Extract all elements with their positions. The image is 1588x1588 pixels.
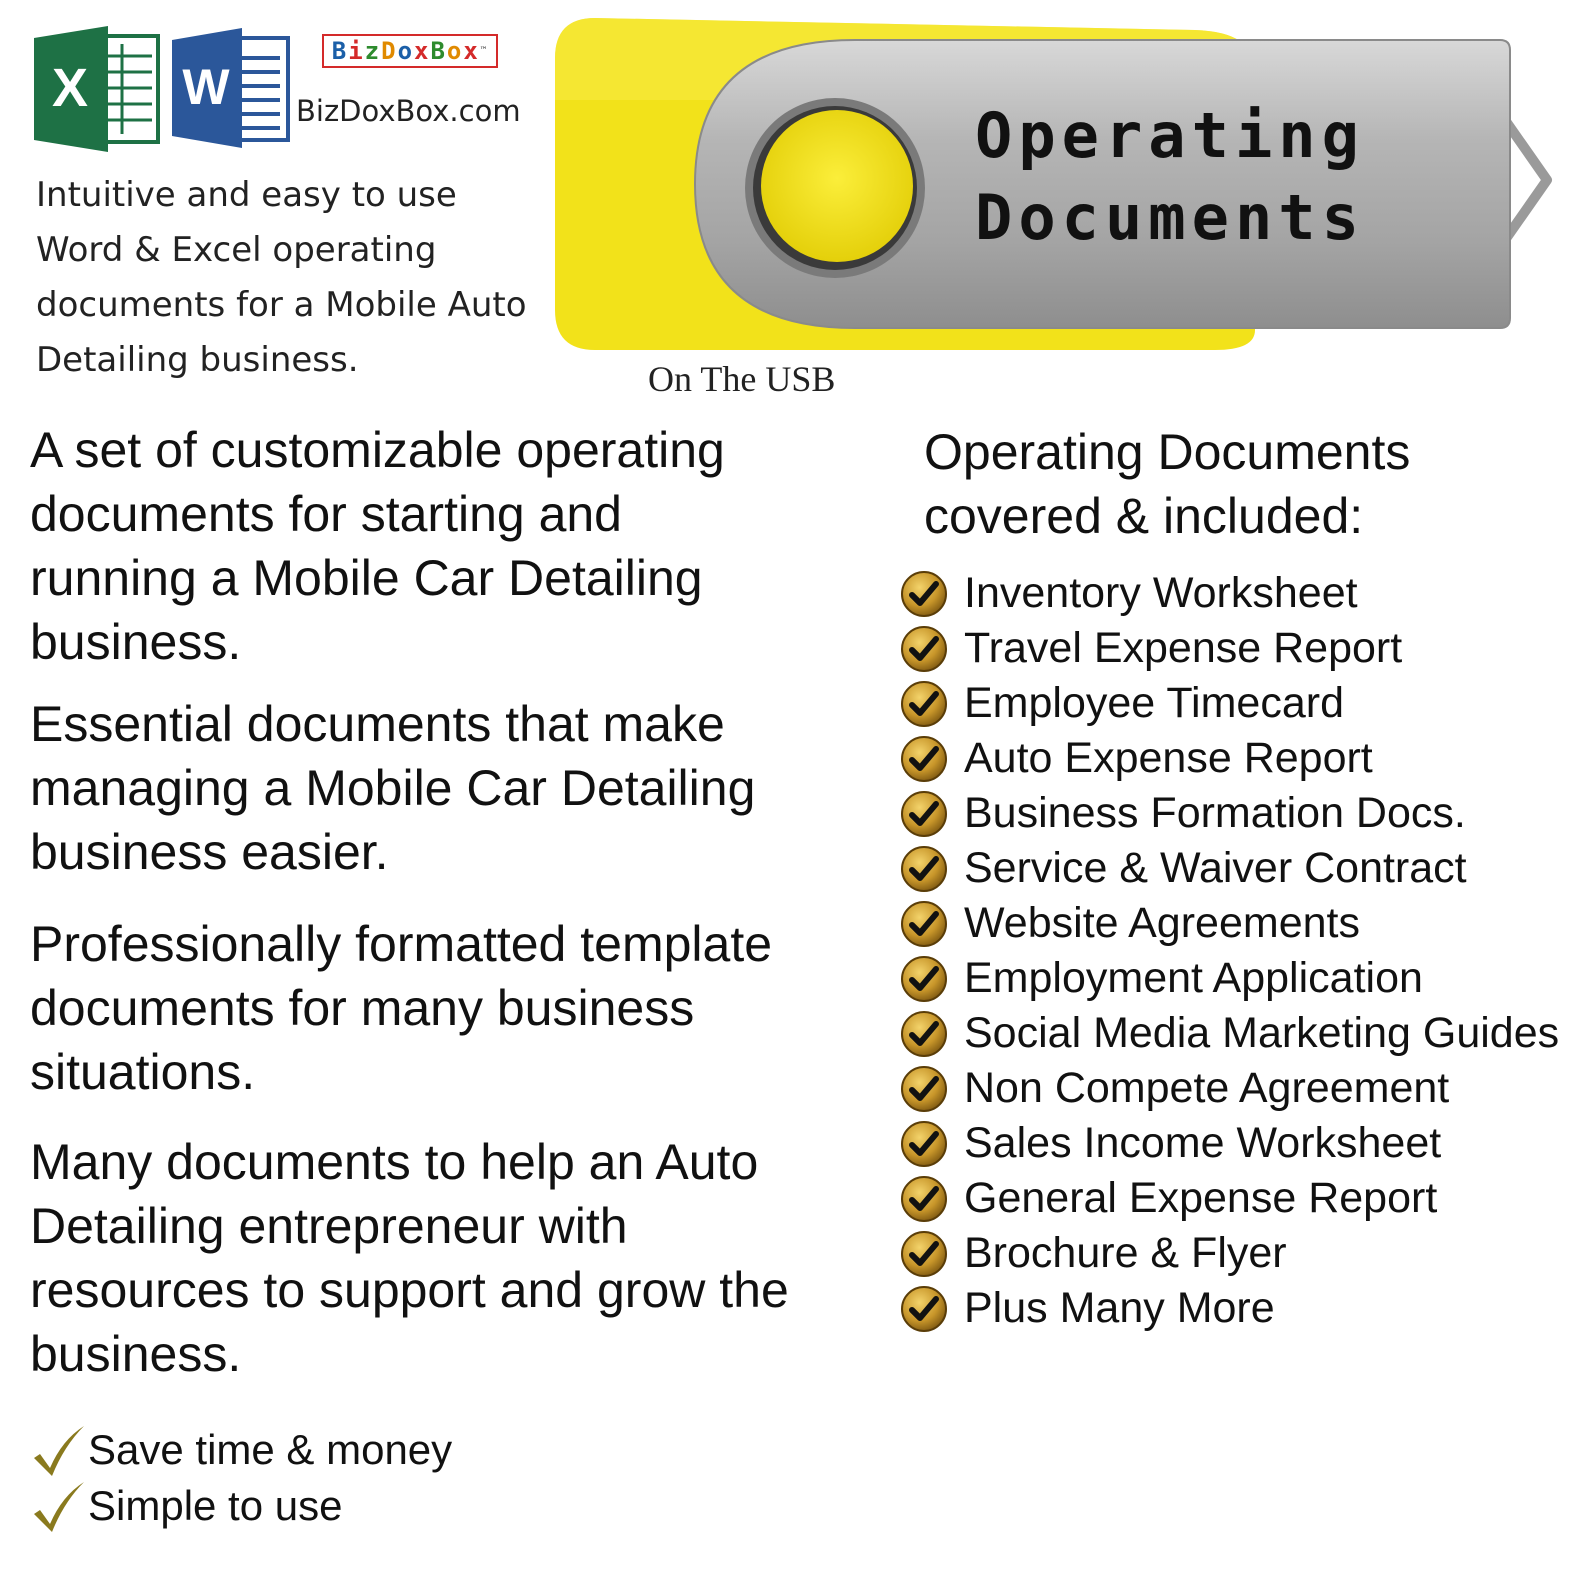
usb-label — [975, 95, 1395, 259]
paragraph-1: A set of customizable operating documents for starting and running a Mobile Car Detailing business. — [30, 422, 725, 670]
document-label: Employment Application — [964, 954, 1423, 1002]
document-item — [898, 1281, 1578, 1336]
document-item — [898, 621, 1578, 676]
document-label: Non Compete Agreement — [964, 1064, 1450, 1112]
document-label: Employee Timecard — [964, 679, 1344, 727]
benefit-label: Simple to use — [88, 1482, 343, 1529]
check-icon — [900, 955, 948, 1003]
document-item — [898, 731, 1578, 786]
document-item — [898, 566, 1578, 621]
excel-icon — [34, 26, 160, 152]
document-label: Social Media Marketing Guides — [964, 1009, 1560, 1057]
svg-text:X: X — [51, 58, 89, 118]
check-icon — [900, 1065, 948, 1113]
document-label: Brochure & Flyer — [964, 1229, 1287, 1277]
usb-label-line2: Documents — [975, 181, 1365, 254]
usb-caption: On The USB — [648, 359, 836, 399]
document-label: Auto Expense Report — [964, 734, 1373, 782]
document-label: Travel Expense Report — [964, 624, 1403, 672]
check-icon — [900, 570, 948, 618]
document-label: Sales Income Worksheet — [964, 1119, 1442, 1167]
check-icon — [900, 900, 948, 948]
svg-text:W: W — [182, 59, 230, 115]
documents-heading: Operating Documents covered & included: — [924, 424, 1411, 544]
check-icon — [900, 1120, 948, 1168]
paragraph-2: Essential documents that make managing a Mobile Car Detailing business easier. — [30, 696, 756, 880]
check-icon — [900, 735, 948, 783]
intro-text: Intuitive and easy to use Word & Excel operating documents for a Mobile Auto Detailing business. — [36, 175, 527, 380]
check-icon — [900, 1285, 948, 1333]
document-item — [898, 1061, 1578, 1116]
benefit-list — [30, 1422, 452, 1534]
benefit-item — [30, 1478, 452, 1534]
bizdoxbox-logo: B i z D o x B o x ™ — [322, 34, 498, 68]
document-label: General Expense Report — [964, 1174, 1438, 1222]
check-icon — [900, 790, 948, 838]
check-icon — [30, 1478, 86, 1534]
document-label: Service & Waiver Contract — [964, 844, 1467, 892]
usb-label-line1: Operating — [975, 99, 1365, 172]
word-icon — [172, 28, 292, 148]
check-icon — [900, 1175, 948, 1223]
document-item — [898, 841, 1578, 896]
document-item — [898, 1171, 1578, 1226]
document-item — [898, 1116, 1578, 1171]
document-label: Business Formation Docs. — [964, 789, 1466, 837]
check-icon — [900, 680, 948, 728]
document-label: Website Agreements — [964, 899, 1360, 947]
benefit-label: Save time & money — [88, 1426, 453, 1473]
paragraph-3: Professionally formatted template documents for many business situations. — [30, 916, 773, 1100]
paragraph-4: Many documents to help an Auto Detailing entrepreneur with resources to support and grow the business. — [30, 1134, 789, 1382]
document-item — [898, 1226, 1578, 1281]
check-icon — [900, 845, 948, 893]
document-item — [898, 951, 1578, 1006]
document-label: Inventory Worksheet — [964, 569, 1358, 617]
document-label: Plus Many More — [964, 1284, 1275, 1332]
document-item — [898, 786, 1578, 841]
document-item — [898, 676, 1578, 731]
documents-list — [898, 566, 1578, 1336]
website-url[interactable]: BizDoxBox.com — [296, 94, 521, 128]
benefit-item — [30, 1422, 452, 1478]
check-icon — [900, 625, 948, 673]
check-icon — [30, 1422, 86, 1478]
check-icon — [900, 1230, 948, 1278]
document-item — [898, 896, 1578, 951]
check-icon — [900, 1010, 948, 1058]
document-item — [898, 1006, 1578, 1061]
